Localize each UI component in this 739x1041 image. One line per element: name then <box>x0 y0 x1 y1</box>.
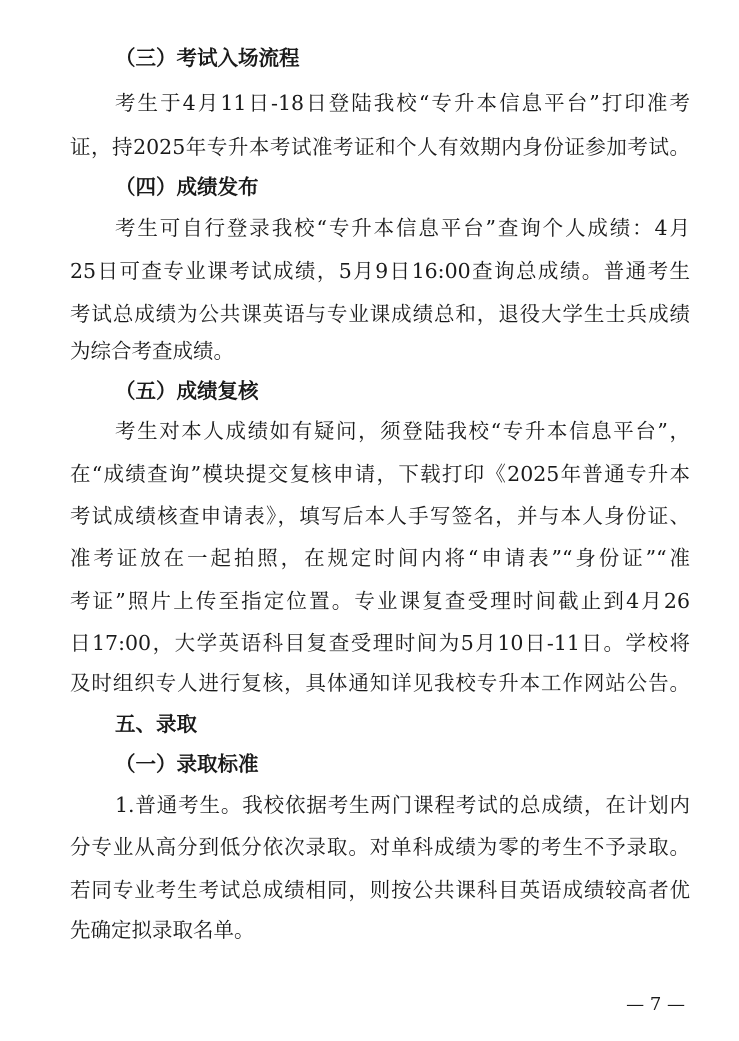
page-number: — 7 — <box>626 994 685 1015</box>
chapter5-heading: 五、录取 <box>115 712 197 736</box>
paragraph-line: 1.普通考生。我校依据考生两门课程考试的总成绩，在计划内 <box>115 793 690 817</box>
section3-heading: （三）考试入场流程 <box>115 46 300 70</box>
paragraph-line: 在“成绩查询”模块提交复核申请，下载打印《2025年普通专升本 <box>70 462 690 486</box>
paragraph-line: 为综合考查成绩。 <box>70 339 234 363</box>
paragraph-line: 若同专业考生考试总成绩相同，则按公共课科目英语成绩较高者优 <box>70 878 690 902</box>
paragraph-line: 考生可自行登录我校“专升本信息平台”查询个人成绩：4月 <box>115 216 690 240</box>
paragraph-line: 及时组织专人进行复核，具体通知详见我校专升本工作网站公告。 <box>70 671 690 695</box>
paragraph-line: 考生对本人成绩如有疑问，须登陆我校“专升本信息平台”， <box>115 419 690 443</box>
section5-heading: （五）成绩复核 <box>115 379 259 403</box>
sub1-heading: （一）录取标准 <box>115 752 259 776</box>
paragraph-line: 准考证放在一起拍照，在规定时间内将“申请表”“身份证”“准 <box>70 546 690 570</box>
paragraph-line: 先确定拟录取名单。 <box>70 918 255 942</box>
paragraph-line: 考试成绩核查申请表》，填写后本人手写签名，并与本人身份证、 <box>70 504 690 528</box>
paragraph-line: 分专业从高分到低分依次录取。对单科成绩为零的考生不予录取。 <box>70 835 690 859</box>
paragraph-line: 25日可查专业课考试成绩，5月9日16:00查询总成绩。普通考生 <box>70 259 690 283</box>
paragraph-line: 日17:00，大学英语科目复查受理时间为5月10日-11日。学校将 <box>70 631 690 655</box>
paragraph-line: 考试总成绩为公共课英语与专业课成绩总和，退役大学生士兵成绩 <box>70 302 690 326</box>
paragraph-line: 考证”照片上传至指定位置。专业课复查受理时间截止到4月26 <box>70 589 690 613</box>
paragraph-line: 考生于4月11日-18日登陆我校“专升本信息平台”打印准考 <box>115 91 690 115</box>
paragraph-line: 证，持2025年专升本考试准考证和个人有效期内身份证参加考试。 <box>70 135 690 159</box>
section4-heading: （四）成绩发布 <box>115 175 259 199</box>
